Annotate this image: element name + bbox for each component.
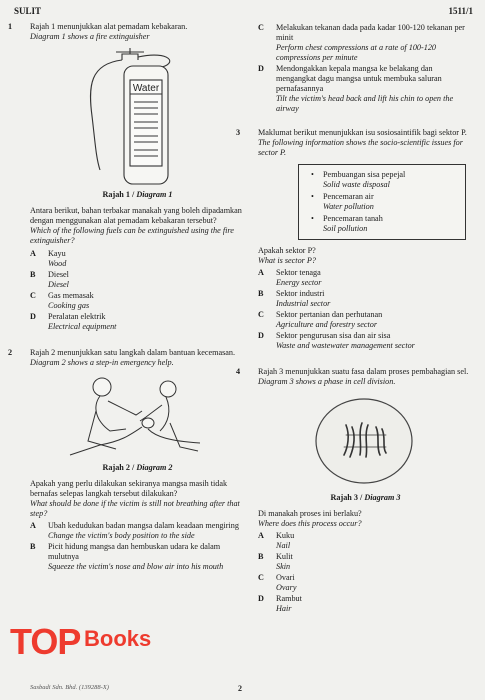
box-item-ms: • Pencemaran tanah: [323, 214, 383, 223]
question-number: 2: [8, 348, 13, 357]
option-key: A: [258, 268, 264, 277]
option-text-ms: Sektor pengurusan sisa dan air sisa: [276, 331, 391, 340]
option-a[interactable]: [258, 268, 473, 288]
caption-ms: Rajah 1 /: [102, 190, 137, 199]
logo-top-text: TOP: [10, 621, 81, 662]
question-stem-en: Diagram 3 shows a phase in cell division.: [258, 377, 396, 386]
diagram-3-caption: [258, 493, 473, 503]
option-text-en: Energy sector: [276, 278, 322, 287]
question-1: [8, 22, 245, 332]
option-d[interactable]: [258, 64, 473, 114]
option-key: B: [258, 289, 264, 298]
box-item: [307, 214, 459, 234]
option-text-ms: Kuku: [276, 531, 295, 540]
option-c[interactable]: [258, 23, 473, 63]
option-b[interactable]: [258, 289, 473, 309]
header-sulit: SULIT: [14, 6, 42, 16]
option-text-ms: Sektor industri: [276, 289, 325, 298]
left-column: [8, 22, 245, 572]
question-text-en: What is sector P?: [258, 256, 316, 265]
question-stem-en: The following information shows the socio-scientific issues for sector P.: [258, 138, 463, 157]
option-text-ms: Sektor pertanian dan perhutanan: [276, 310, 383, 319]
extinguisher-label: Water: [132, 83, 160, 94]
question-number: 1: [8, 22, 13, 31]
option-key: C: [258, 310, 264, 319]
question-number: 3: [236, 128, 241, 137]
option-text-ms: Gas memasak: [48, 291, 94, 300]
option-c[interactable]: [30, 291, 245, 311]
option-a[interactable]: [30, 249, 245, 269]
option-key: D: [258, 594, 264, 603]
right-column: [236, 22, 473, 614]
caption-en: Diagram 3: [364, 493, 401, 502]
option-b[interactable]: [30, 270, 245, 290]
option-text-ms: Ubah kedudukan badan mangsa dalam keadaan mengiring: [48, 521, 239, 530]
question-text-ms: Antara berikut, bahan terbakar manakah yang boleh dipadamkan dengan menggunakan alat pemadam kebakaran tersebut?: [30, 206, 242, 225]
option-text-ms: Kulit: [276, 552, 293, 561]
option-text-ms: Kayu: [48, 249, 66, 258]
option-key: D: [258, 64, 264, 73]
question-2: [8, 348, 245, 572]
option-text-en: Change the victim's body position to the side: [48, 531, 195, 540]
option-text-en: Skin: [276, 562, 291, 571]
option-text-ms: Rambut: [276, 594, 302, 603]
option-text-ms: Picit hidung mangsa dan hembuskan udara ke dalam mulutnya: [48, 542, 221, 561]
option-text-en: Waste and wastewater management sector: [276, 341, 415, 350]
option-d[interactable]: [258, 331, 473, 351]
caption-en: Diagram 2: [136, 463, 173, 472]
page-number: 2: [238, 684, 242, 693]
option-text-ms: Peralatan elektrik: [48, 312, 106, 321]
question-3: [236, 128, 473, 351]
option-text-en: Nail: [276, 541, 291, 550]
option-c[interactable]: [258, 310, 473, 330]
question-4: [236, 367, 473, 614]
option-b[interactable]: [258, 552, 473, 572]
option-a[interactable]: [30, 521, 245, 541]
question-text-en: What should be done if the victim is still not breathing after that step?: [30, 499, 240, 518]
option-b[interactable]: [30, 542, 245, 572]
question-stem-en: Diagram 1 shows a fire extinguisher: [30, 32, 150, 41]
question-text-ms: Di manakah proses ini berlaku?: [258, 509, 362, 518]
option-key: C: [258, 23, 264, 32]
option-key: B: [30, 270, 36, 279]
option-key: B: [30, 542, 36, 551]
question-text-en: Where does this process occur?: [258, 519, 362, 528]
header-code: 1511/1: [448, 6, 473, 16]
option-text-en: Industrial sector: [276, 299, 331, 308]
option-text-en: Hair: [276, 604, 292, 613]
option-text-ms: Mendongakkan kepala mangsa ke belakang dan mengangkat dagu mangsa untuk membuka saluran pernafasannya: [276, 64, 442, 93]
option-key: D: [258, 331, 264, 340]
box-item-ms: • Pembuangan sisa pepejal: [323, 170, 406, 179]
option-a[interactable]: [258, 531, 473, 551]
options-list: [258, 268, 473, 351]
option-c[interactable]: [258, 573, 473, 593]
caption-ms: Rajah 2 /: [102, 463, 137, 472]
question-number: 4: [236, 367, 241, 376]
option-text-ms: Diesel: [48, 270, 69, 279]
option-d[interactable]: [258, 594, 473, 614]
option-text-en: Tilt the victim's head back and lift his chin to open the airway: [276, 94, 454, 113]
option-key: D: [30, 312, 36, 321]
option-key: A: [30, 521, 36, 530]
sector-info-box: [298, 164, 466, 240]
options-list: [30, 521, 245, 572]
box-item-en: Solid waste disposal: [323, 180, 390, 189]
option-text-en: Perform chest compressions at a rate of 100-120 compressions per minute: [276, 43, 437, 62]
option-text-ms: Ovari: [276, 573, 295, 582]
publisher-footer: Sasbadi Sdn. Bhd. (139288-X): [30, 684, 109, 691]
option-text-ms: Sektor tenaga: [276, 268, 321, 277]
option-text-ms: Melakukan tekanan dada pada kadar 100-120 tekanan per minit: [276, 23, 465, 42]
topbooks-logo: [8, 612, 158, 668]
caption-en: Diagram 1: [136, 190, 173, 199]
option-text-en: Cooking gas: [48, 301, 90, 310]
diagram-2-caption: [30, 463, 245, 473]
option-d[interactable]: [30, 312, 245, 332]
options-list: [258, 531, 473, 614]
option-key: A: [30, 249, 36, 258]
option-key: C: [258, 573, 264, 582]
box-item-en: Water pollution: [323, 202, 374, 211]
question-stem-ms: Rajah 2 menunjukkan satu langkah dalam bantuan kecemasan.: [30, 348, 236, 357]
box-item-en: Soil pollution: [323, 224, 368, 233]
question-stem-ms: Rajah 3 menunjukkan suatu fasa dalam proses pembahagian sel.: [258, 367, 469, 376]
logo-books-text: Books: [84, 626, 152, 651]
box-item-ms: • Pencemaran air: [323, 192, 374, 201]
question-text-ms: Apakah yang perlu dilakukan sekiranya mangsa masih tidak bernafas selepas langkah tersebut dilakukan?: [30, 479, 228, 498]
question-stem-ms: Rajah 1 menunjukkan alat pemadam kebakaran.: [30, 22, 188, 31]
fire-extinguisher-diagram: [30, 46, 245, 186]
question-stem-ms: Maklumat berikut menunjukkan isu sosiosaintifik bagi sektor P.: [258, 128, 467, 137]
option-text-en: Wood: [48, 259, 67, 268]
question-text-ms: Apakah sektor P?: [258, 246, 316, 255]
option-key: B: [258, 552, 264, 561]
cell-division-diagram: [258, 389, 473, 489]
caption-ms: Rajah 3 /: [330, 493, 365, 502]
question-2-continued: [258, 23, 473, 114]
options-list: [30, 249, 245, 332]
option-key: C: [30, 291, 36, 300]
option-text-en: Squeeze the victim's nose and blow air into his mouth: [48, 562, 224, 571]
option-text-en: Ovary: [276, 583, 297, 592]
diagram-1-caption: [30, 190, 245, 200]
question-text-en: Which of the following fuels can be extinguished using the fire extinguisher?: [30, 226, 234, 245]
option-text-en: Diesel: [48, 280, 69, 289]
option-text-en: Electrical equipment: [48, 322, 117, 331]
emergency-help-diagram: [30, 371, 245, 459]
option-text-en: Agriculture and forestry sector: [276, 320, 378, 329]
box-item: [307, 192, 459, 212]
question-stem-en: Diagram 2 shows a step-in emergency help.: [30, 358, 174, 367]
option-key: A: [258, 531, 264, 540]
box-item: [307, 170, 459, 190]
